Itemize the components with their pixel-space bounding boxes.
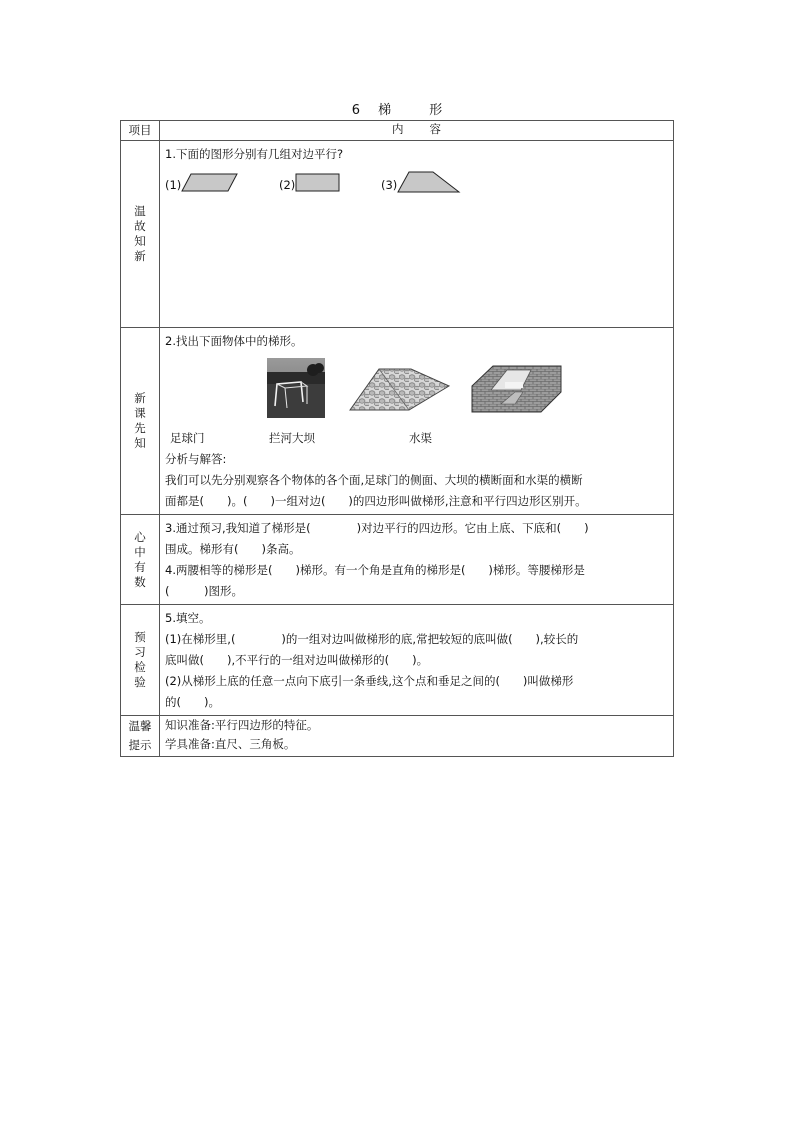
caption-canal: 水渠 [409,431,432,445]
shape-label-3: (3) [381,178,398,192]
tips-knowledge: 知识准备:平行四边形的特征。 [165,718,319,732]
header-content-cell [160,121,674,141]
q5-title: 5.填空。 [165,611,211,625]
q5-part2-line-1: (2)从梯形上底的任意一点向下底引一条垂线,这个点和垂足之间的( )叫做梯形 [165,674,574,688]
q3-line-1: 3.通过预习,我知道了梯形是( )对边平行的四边形。它由上底、下底和( ) [165,521,589,535]
check-label-cell [121,605,160,716]
canal-image [471,364,563,414]
header-item-cell [121,121,160,141]
preview-content [160,328,674,515]
review-content [160,141,674,328]
mind-content [160,515,674,605]
object-pictures [165,358,667,428]
caption-dam: 拦河大坝 [269,431,315,445]
q4-line-2: ( )图形。 [165,584,243,598]
shape-label-2: (2) [279,178,296,192]
header-item-label: 项目 [128,123,152,137]
tips-label-line-1: 温馨 [128,719,152,733]
analysis-title: 分析与解答: [165,452,227,466]
worksheet-table [120,120,674,757]
header-row [121,121,674,141]
mind-row [121,515,674,605]
trapezoid-icon [397,171,461,195]
check-content [160,605,674,716]
preview-label: 新课先知 [134,391,146,450]
tips-tools: 学具准备:直尺、三角板。 [165,737,296,751]
soccer-goal-image [267,358,325,418]
q5-part1-line-1: (1)在梯形里,( )的一组对边叫做梯形的底,常把较短的底叫做( ),较长的 [165,632,579,646]
q5-part2-line-2: 的( )。 [165,695,220,709]
q4-line-1: 4.两腰相等的梯形是( )梯形。有一个角是直角的梯形是( )梯形。等腰梯形是 [165,563,585,577]
review-question: 1.下面的图形分别有几组对边平行? [165,147,344,161]
picture-captions [165,428,667,449]
preview-label-cell [121,328,160,515]
header-content-label-a: 内 [392,122,404,136]
title-char-2: 形 [429,103,443,118]
check-row [121,605,674,716]
review-label-cell [121,141,160,328]
mind-label-cell [121,515,160,605]
check-label: 预习检验 [134,630,146,689]
tips-label-cell [121,716,160,757]
tips-label-line-2: 提示 [128,738,152,752]
mind-label: 心中有数 [134,529,146,589]
analysis-line-1: 我们可以先分别观察各个物体的各个面,足球门的侧面、大坝的横断面和水渠的横断 [165,473,583,487]
caption-soccer-goal: 足球门 [170,431,205,445]
q5-part1-line-2: 底叫做( ),不平行的一组对边叫做梯形的( )。 [165,653,429,667]
tips-content [160,716,674,757]
header-content-label-b: 容 [429,122,441,136]
title-number: 6 [351,103,360,118]
parallelogram-icon [181,173,239,193]
review-row [121,141,674,328]
review-label: 温故知新 [134,204,146,263]
q3-line-2: 围成。梯形有( )条高。 [165,542,301,556]
shapes-row [165,169,667,199]
preview-row [121,328,674,515]
shape-label-1: (1) [165,178,182,192]
rectangle-icon [295,173,341,193]
title-char-1: 梯 [378,103,392,118]
preview-question: 2.找出下面物体中的梯形。 [165,334,303,348]
tips-row [121,716,674,757]
analysis-line-2: 面都是( )。( )一组对边( )的四边形叫做梯形,注意和平行四边形区别开。 [165,494,587,508]
page-title [0,99,794,118]
dam-image [349,366,451,412]
